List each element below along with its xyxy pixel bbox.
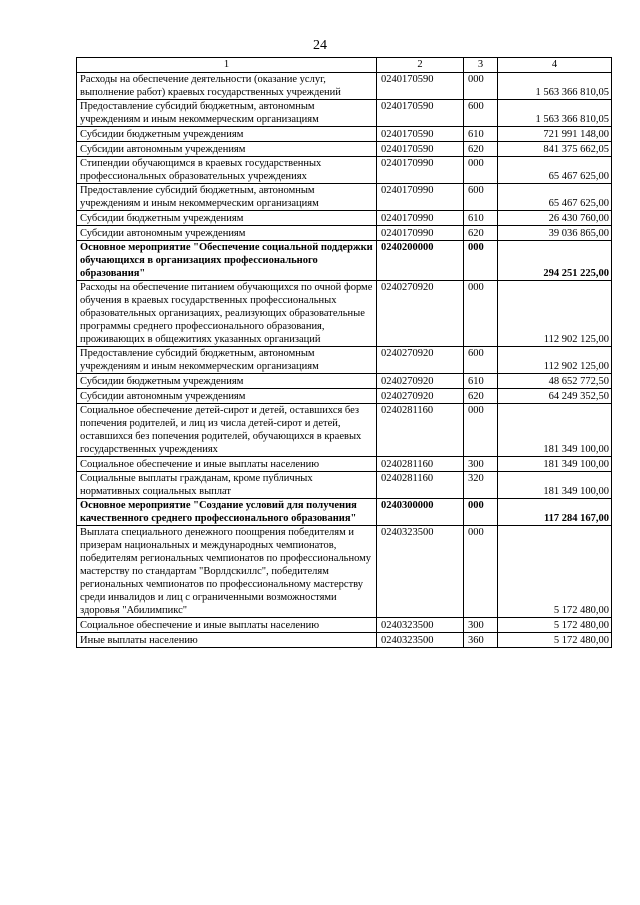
table-row [77,347,612,374]
table-row [77,389,612,404]
row-name-cell: Выплата специального денежного поощрения победителям и призерам национальных и международных чемпионатов, победителям региональных чемпионатов по профессиональному мастерству по стандартам "Ворлдскиллс", победителям региональных чемпионатов по профессиональному мастерству среди инвалидов и лиц с ограниченными возможностями здоровья "Абилимпикс" [77,526,377,618]
table-row [77,633,612,648]
row-amount-cell: 294 251 225,00 [498,241,612,281]
header-row [77,58,612,73]
row-amount-cell: 5 172 480,00 [498,618,612,633]
table-row [77,281,612,347]
row-amount-cell: 112 902 125,00 [498,281,612,347]
row-type-cell: 300 [464,618,498,633]
row-type-cell: 000 [464,73,498,100]
row-type-cell: 000 [464,526,498,618]
row-type-cell: 320 [464,472,498,499]
row-amount-cell: 181 349 100,00 [498,472,612,499]
row-type-cell: 000 [464,404,498,457]
row-code-cell: 0240281160 [377,472,464,499]
row-type-cell: 610 [464,211,498,226]
row-name-cell: Социальное обеспечение и иные выплаты населению [77,618,377,633]
row-name-cell: Основное мероприятие "Создание условий для получения качественного среднего профессионального образования" [77,499,377,526]
table-row [77,73,612,100]
row-name-cell: Субсидии автономным учреждениям [77,226,377,241]
table-row [77,142,612,157]
row-type-cell: 620 [464,226,498,241]
row-name-cell: Расходы на обеспечение питанием обучающихся по очной форме обучения в краевых государственных профессиональных образовательных организациях, реализующих образовательные программы среднего профессионального образования, проживающих в общежитиях указанных организаций [77,281,377,347]
row-code-cell: 0240323500 [377,633,464,648]
row-name-cell: Социальное обеспечение детей-сирот и детей, оставшихся без попечения родителей, и лиц из числа детей-сирот и детей, оставшихся без попечения родителей, обучающихся в краевых государственных учреждениях [77,404,377,457]
row-name-cell: Предоставление субсидий бюджетным, автономным учреждениям и иным некоммерческим организациям [77,347,377,374]
budget-table [76,57,612,648]
row-amount-cell: 26 430 760,00 [498,211,612,226]
row-amount-cell: 181 349 100,00 [498,404,612,457]
row-type-cell: 000 [464,281,498,347]
row-code-cell: 0240200000 [377,241,464,281]
row-code-cell: 0240300000 [377,499,464,526]
row-code-cell: 0240270920 [377,347,464,374]
row-name-cell: Предоставление субсидий бюджетным, автономным учреждениям и иным некоммерческим организациям [77,100,377,127]
row-type-cell: 620 [464,142,498,157]
row-type-cell: 000 [464,499,498,526]
row-amount-cell: 181 349 100,00 [498,457,612,472]
row-amount-cell: 1 563 366 810,05 [498,100,612,127]
row-amount-cell: 841 375 662,05 [498,142,612,157]
table-row [77,211,612,226]
table-row [77,127,612,142]
row-type-cell: 300 [464,457,498,472]
row-name-cell: Иные выплаты населению [77,633,377,648]
row-type-cell: 000 [464,241,498,281]
row-amount-cell: 48 652 772,50 [498,374,612,389]
table-row [77,157,612,184]
row-type-cell: 600 [464,100,498,127]
page-number: 24 [313,38,327,53]
row-amount-cell: 1 563 366 810,05 [498,73,612,100]
row-type-cell: 620 [464,389,498,404]
table-row [77,100,612,127]
table-row [77,457,612,472]
row-name-cell: Расходы на обеспечение деятельности (оказание услуг, выполнение работ) краевых государственных учреждений [77,73,377,100]
row-code-cell: 0240170990 [377,157,464,184]
row-code-cell: 0240270920 [377,374,464,389]
table-row [77,374,612,389]
row-name-cell: Субсидии бюджетным учреждениям [77,374,377,389]
row-type-cell: 600 [464,184,498,211]
table-row [77,184,612,211]
row-amount-cell: 721 991 148,00 [498,127,612,142]
table-row [77,526,612,618]
row-code-cell: 0240270920 [377,389,464,404]
row-code-cell: 0240323500 [377,526,464,618]
row-code-cell: 0240170590 [377,73,464,100]
row-name-cell: Социальные выплаты гражданам, кроме публичных нормативных социальных выплат [77,472,377,499]
table-row [77,499,612,526]
column-header: 1 [77,58,377,73]
row-amount-cell: 65 467 625,00 [498,157,612,184]
row-name-cell: Основное мероприятие "Обеспечение социальной поддержки обучающихся в организациях профессионального образования" [77,241,377,281]
row-code-cell: 0240170590 [377,127,464,142]
row-code-cell: 0240281160 [377,404,464,457]
row-code-cell: 0240170990 [377,211,464,226]
row-amount-cell: 5 172 480,00 [498,526,612,618]
column-header: 2 [377,58,464,73]
row-type-cell: 610 [464,127,498,142]
row-amount-cell: 112 902 125,00 [498,347,612,374]
row-type-cell: 610 [464,374,498,389]
row-name-cell: Субсидии бюджетным учреждениям [77,211,377,226]
row-amount-cell: 64 249 352,50 [498,389,612,404]
row-code-cell: 0240170990 [377,184,464,211]
table-row [77,226,612,241]
row-name-cell: Стипендии обучающимся в краевых государственных профессиональных образовательных учреждениях [77,157,377,184]
table-row [77,241,612,281]
row-code-cell: 0240323500 [377,618,464,633]
row-code-cell: 0240270920 [377,281,464,347]
row-name-cell: Субсидии автономным учреждениям [77,142,377,157]
row-code-cell: 0240170590 [377,100,464,127]
column-header: 3 [464,58,498,73]
row-name-cell: Субсидии бюджетным учреждениям [77,127,377,142]
row-amount-cell: 65 467 625,00 [498,184,612,211]
row-amount-cell: 117 284 167,00 [498,499,612,526]
row-name-cell: Социальное обеспечение и иные выплаты населению [77,457,377,472]
column-header: 4 [498,58,612,73]
row-type-cell: 600 [464,347,498,374]
row-code-cell: 0240281160 [377,457,464,472]
row-amount-cell: 5 172 480,00 [498,633,612,648]
row-code-cell: 0240170590 [377,142,464,157]
table-row [77,404,612,457]
row-type-cell: 360 [464,633,498,648]
row-type-cell: 000 [464,157,498,184]
table-row [77,618,612,633]
row-code-cell: 0240170990 [377,226,464,241]
row-name-cell: Предоставление субсидий бюджетным, автономным учреждениям и иным некоммерческим организациям [77,184,377,211]
row-name-cell: Субсидии автономным учреждениям [77,389,377,404]
row-amount-cell: 39 036 865,00 [498,226,612,241]
table-row [77,472,612,499]
